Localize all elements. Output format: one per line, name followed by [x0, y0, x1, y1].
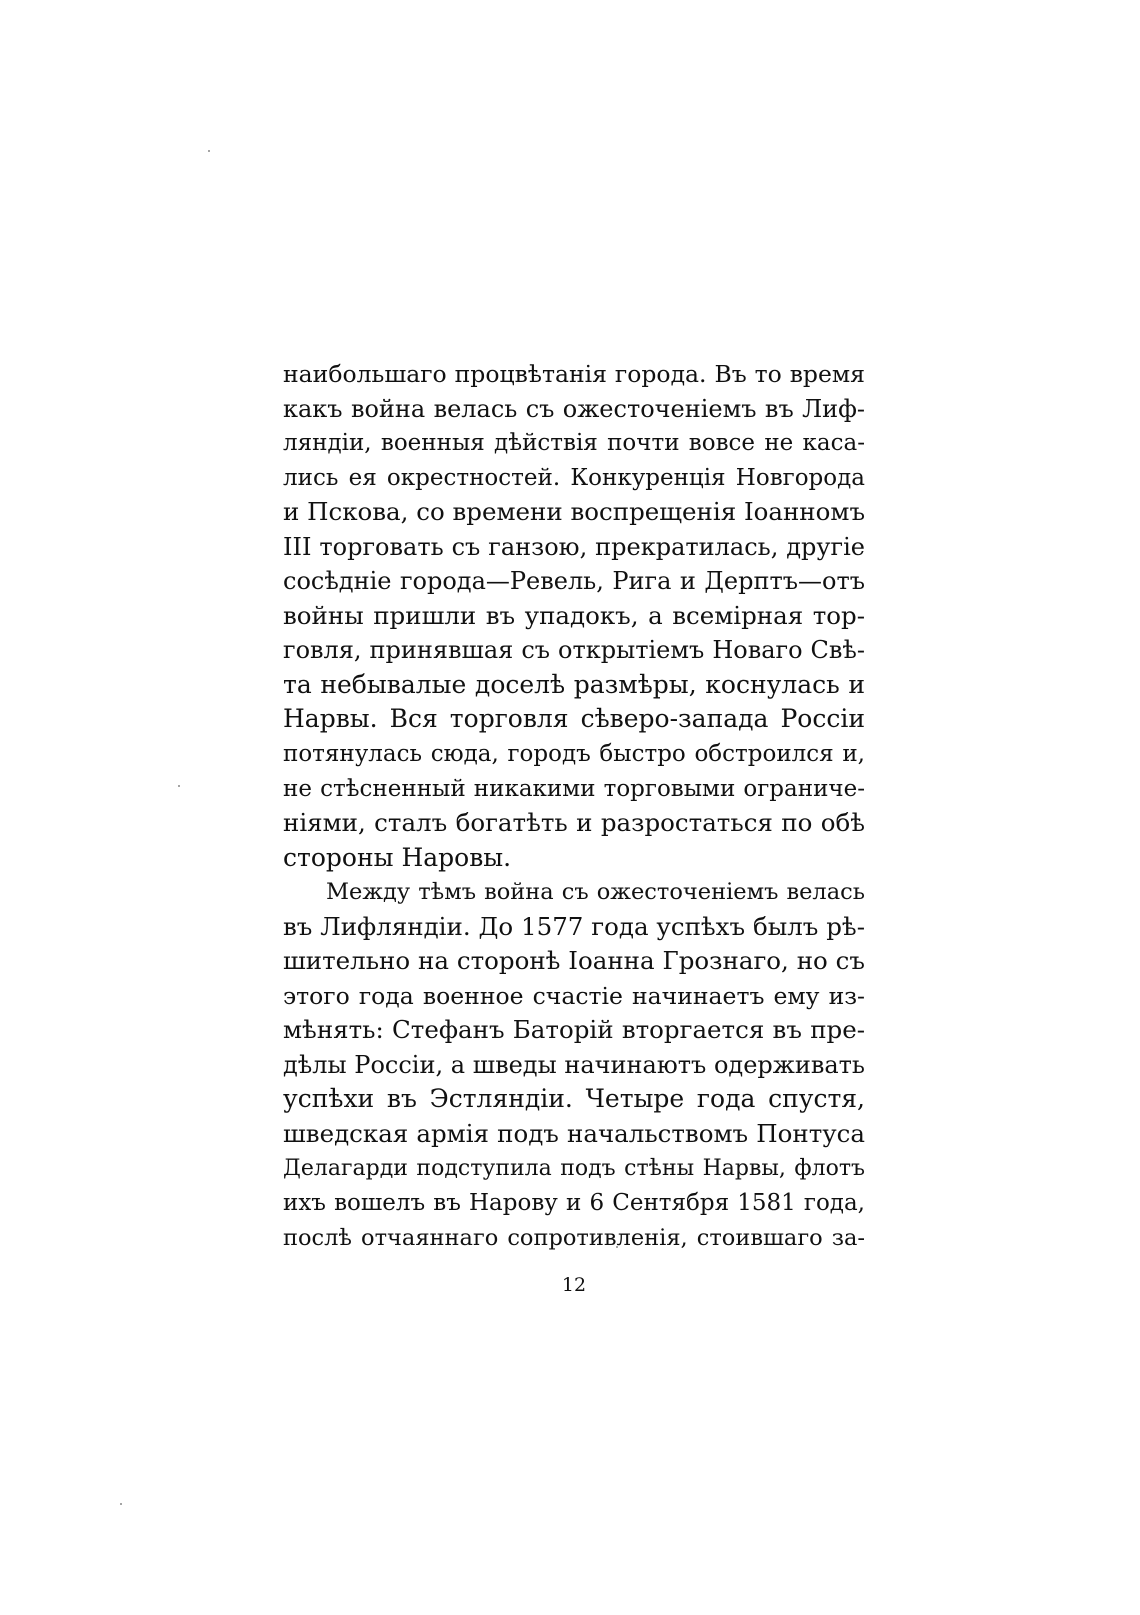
text-line: шведская армія подъ начальствомъ Понтуса — [283, 1119, 865, 1149]
text-line: III торговать съ ганзою, прекратилась, другіе — [283, 532, 865, 561]
text-line: Делагарди подступила подъ стѣны Нарвы, флотъ — [283, 1155, 865, 1181]
text-line: та небывалые доселѣ размѣры, коснулась и — [283, 669, 865, 699]
text-line: мѣнять: Стефанъ Баторій вторгается въ пре- — [283, 1015, 865, 1045]
text-line: послѣ отчаяннаго сопротивленія, стоившаго за- — [283, 1224, 865, 1251]
page-number: 12 — [561, 1274, 587, 1296]
text-line: говля, принявшая съ открытіемъ Новаго Свѣ- — [283, 636, 865, 665]
paragraph-1 — [283, 357, 865, 875]
text-line: ніями, сталъ богатѣть и разростаться по обѣ — [283, 808, 865, 838]
text-line: лись ея окрестностей. Конкуренція Новгорода — [283, 464, 865, 491]
text-line: ихъ вошелъ въ Нарову и 6 Сентября 1581 года, — [283, 1190, 865, 1217]
text-line: и Пскова, со времени воспрещенія Іоанномъ — [283, 497, 866, 527]
text-line: въ Лифляндіи. До 1577 года успѣхъ былъ рѣ- — [283, 911, 865, 941]
text-line: этого года военное счастіе начинаетъ ему из- — [283, 981, 865, 1010]
text-line: Нарвы. Вся торговля сѣверо-запада Россіи — [283, 704, 865, 734]
scan-speck — [120, 1503, 122, 1505]
text-line: дѣлы Россіи, а шведы начинаютъ одерживать — [283, 1050, 865, 1079]
paragraph-2 — [283, 875, 865, 1255]
text-line: стороны Наровы. — [283, 842, 512, 872]
text-line: войны пришли въ упадокъ, а всемірная тор- — [283, 600, 865, 630]
text-line: наибольшаго процвѣтанія города. Въ то время — [283, 360, 865, 388]
scan-speck — [178, 785, 180, 787]
text-line: успѣхи въ Эстляндіи. Четыре года спустя, — [283, 1084, 865, 1114]
text-line: сосѣдніе города—Ревель, Рига и Дерптъ—отъ — [283, 567, 865, 596]
text-line: не стѣсненный никакими торговыми ограниче- — [283, 775, 865, 802]
text-line: потянулась сюда, городъ быстро обстроился и, — [283, 741, 865, 768]
text-line: ляндіи, военныя дѣйствія почти вовсе не каса- — [283, 430, 865, 457]
scan-speck — [208, 150, 210, 152]
text-line: шительно на сторонѣ Іоанна Грознаго, но съ — [283, 946, 865, 976]
body-text — [283, 357, 865, 1255]
text-line: Между тѣмъ война съ ожесточеніемъ велась — [326, 879, 865, 906]
text-line: какъ война велась съ ожесточеніемъ въ Лиф- — [283, 394, 865, 423]
